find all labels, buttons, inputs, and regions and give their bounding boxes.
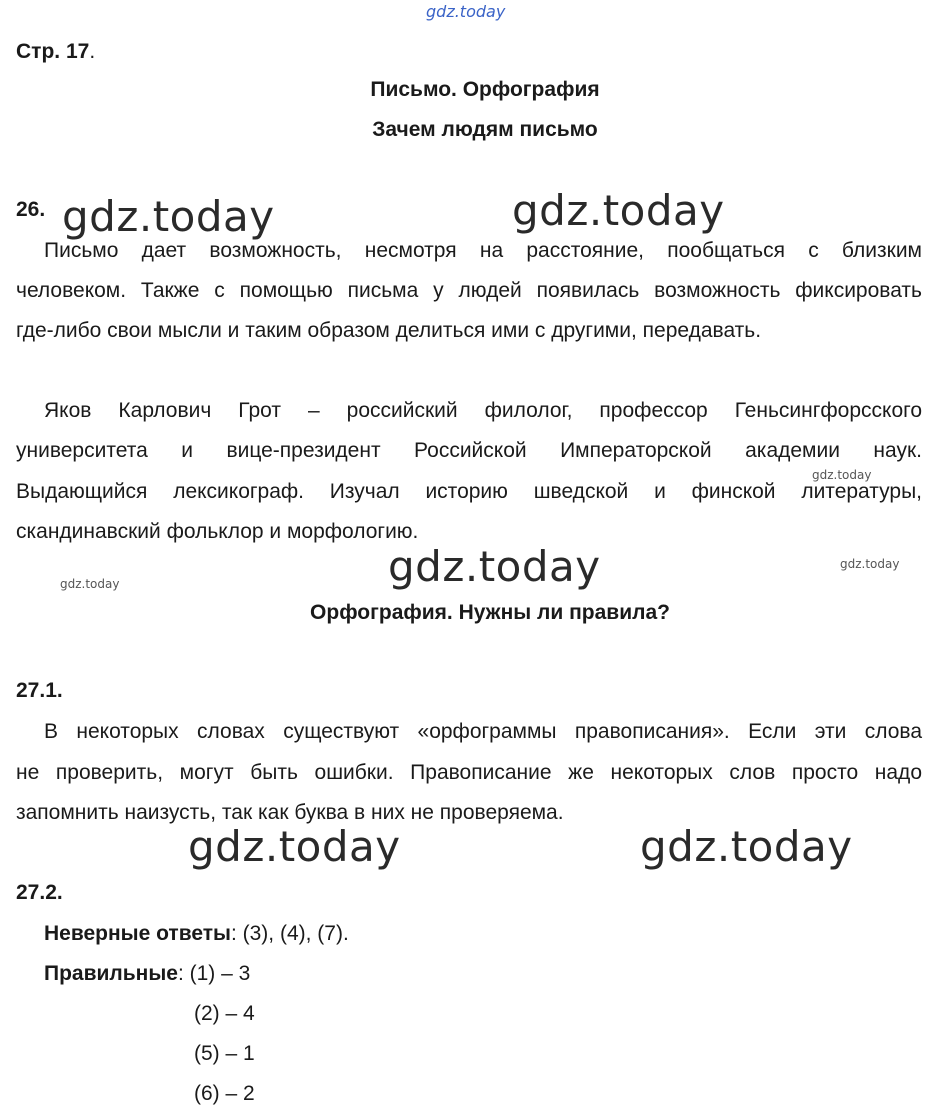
section-title: Орфография. Нужны ли правила? [310, 601, 670, 624]
task-number: 27.2. [16, 881, 63, 904]
paragraph-line: скандинавский фольклор и морфологию. [16, 520, 419, 543]
paragraph-line: университета и вице-президент Российской Императорской академии наук. [16, 439, 922, 462]
watermark-top: gdz.today [426, 2, 506, 21]
page-reference [16, 32, 95, 72]
right-answer-item: (5) – 1 [194, 1042, 255, 1065]
right-answers [44, 954, 250, 994]
wrong-answers-label: Неверные ответы [44, 922, 231, 945]
paragraph-line: запомнить наизусть, так как буква в них не проверяема. [16, 801, 564, 824]
right-answer-item: : (1) – 3 [177, 962, 251, 985]
paragraph-line: человеком. Также с помощью письма у людей появилась возможность фиксировать [16, 279, 922, 302]
watermark-large: gdz.today [62, 192, 275, 241]
right-answer-item: (2) – 4 [194, 1002, 255, 1025]
task-number: 26. [16, 198, 46, 221]
paragraph-line: В некоторых словах существуют «орфограммы правописания». Если эти слова [44, 720, 922, 743]
right-answer-item: (6) – 2 [194, 1082, 255, 1105]
watermark-large: gdz.today [640, 822, 853, 871]
wrong-answers [44, 914, 349, 954]
paragraph-line: Выдающийся лексикограф. Изучал историю шведской и финской литературы, [16, 480, 922, 503]
watermark-small: gdz.today [812, 468, 872, 482]
watermark-large: gdz.today [388, 542, 601, 591]
watermark-small: gdz.today [840, 557, 900, 571]
right-answers-label: Правильные [44, 962, 178, 985]
paragraph-line: Письмо дает возможность, несмотря на расстояние, пообщаться с близким [44, 239, 922, 262]
section-subtitle: Зачем людям письмо [372, 118, 598, 141]
watermark-small: gdz.today [60, 577, 120, 591]
page-number-punct: . [89, 40, 96, 63]
section-title: Письмо. Орфография [370, 78, 600, 101]
paragraph-line: где-либо свои мысли и таким образом делиться ими с другими, передавать. [16, 319, 762, 342]
task-number: 27.1. [16, 679, 63, 702]
wrong-answers-values: : (3), (4), (7). [230, 922, 349, 945]
paragraph-line: Яков Карлович Грот – российский филолог, профессор Геньсингфорсского [44, 399, 922, 422]
page-number: Стр. 17 [16, 40, 90, 63]
watermark-large: gdz.today [512, 186, 725, 235]
paragraph-line: не проверить, могут быть ошибки. Правописание же некоторых слов просто надо [16, 761, 922, 784]
watermark-large: gdz.today [188, 822, 401, 871]
